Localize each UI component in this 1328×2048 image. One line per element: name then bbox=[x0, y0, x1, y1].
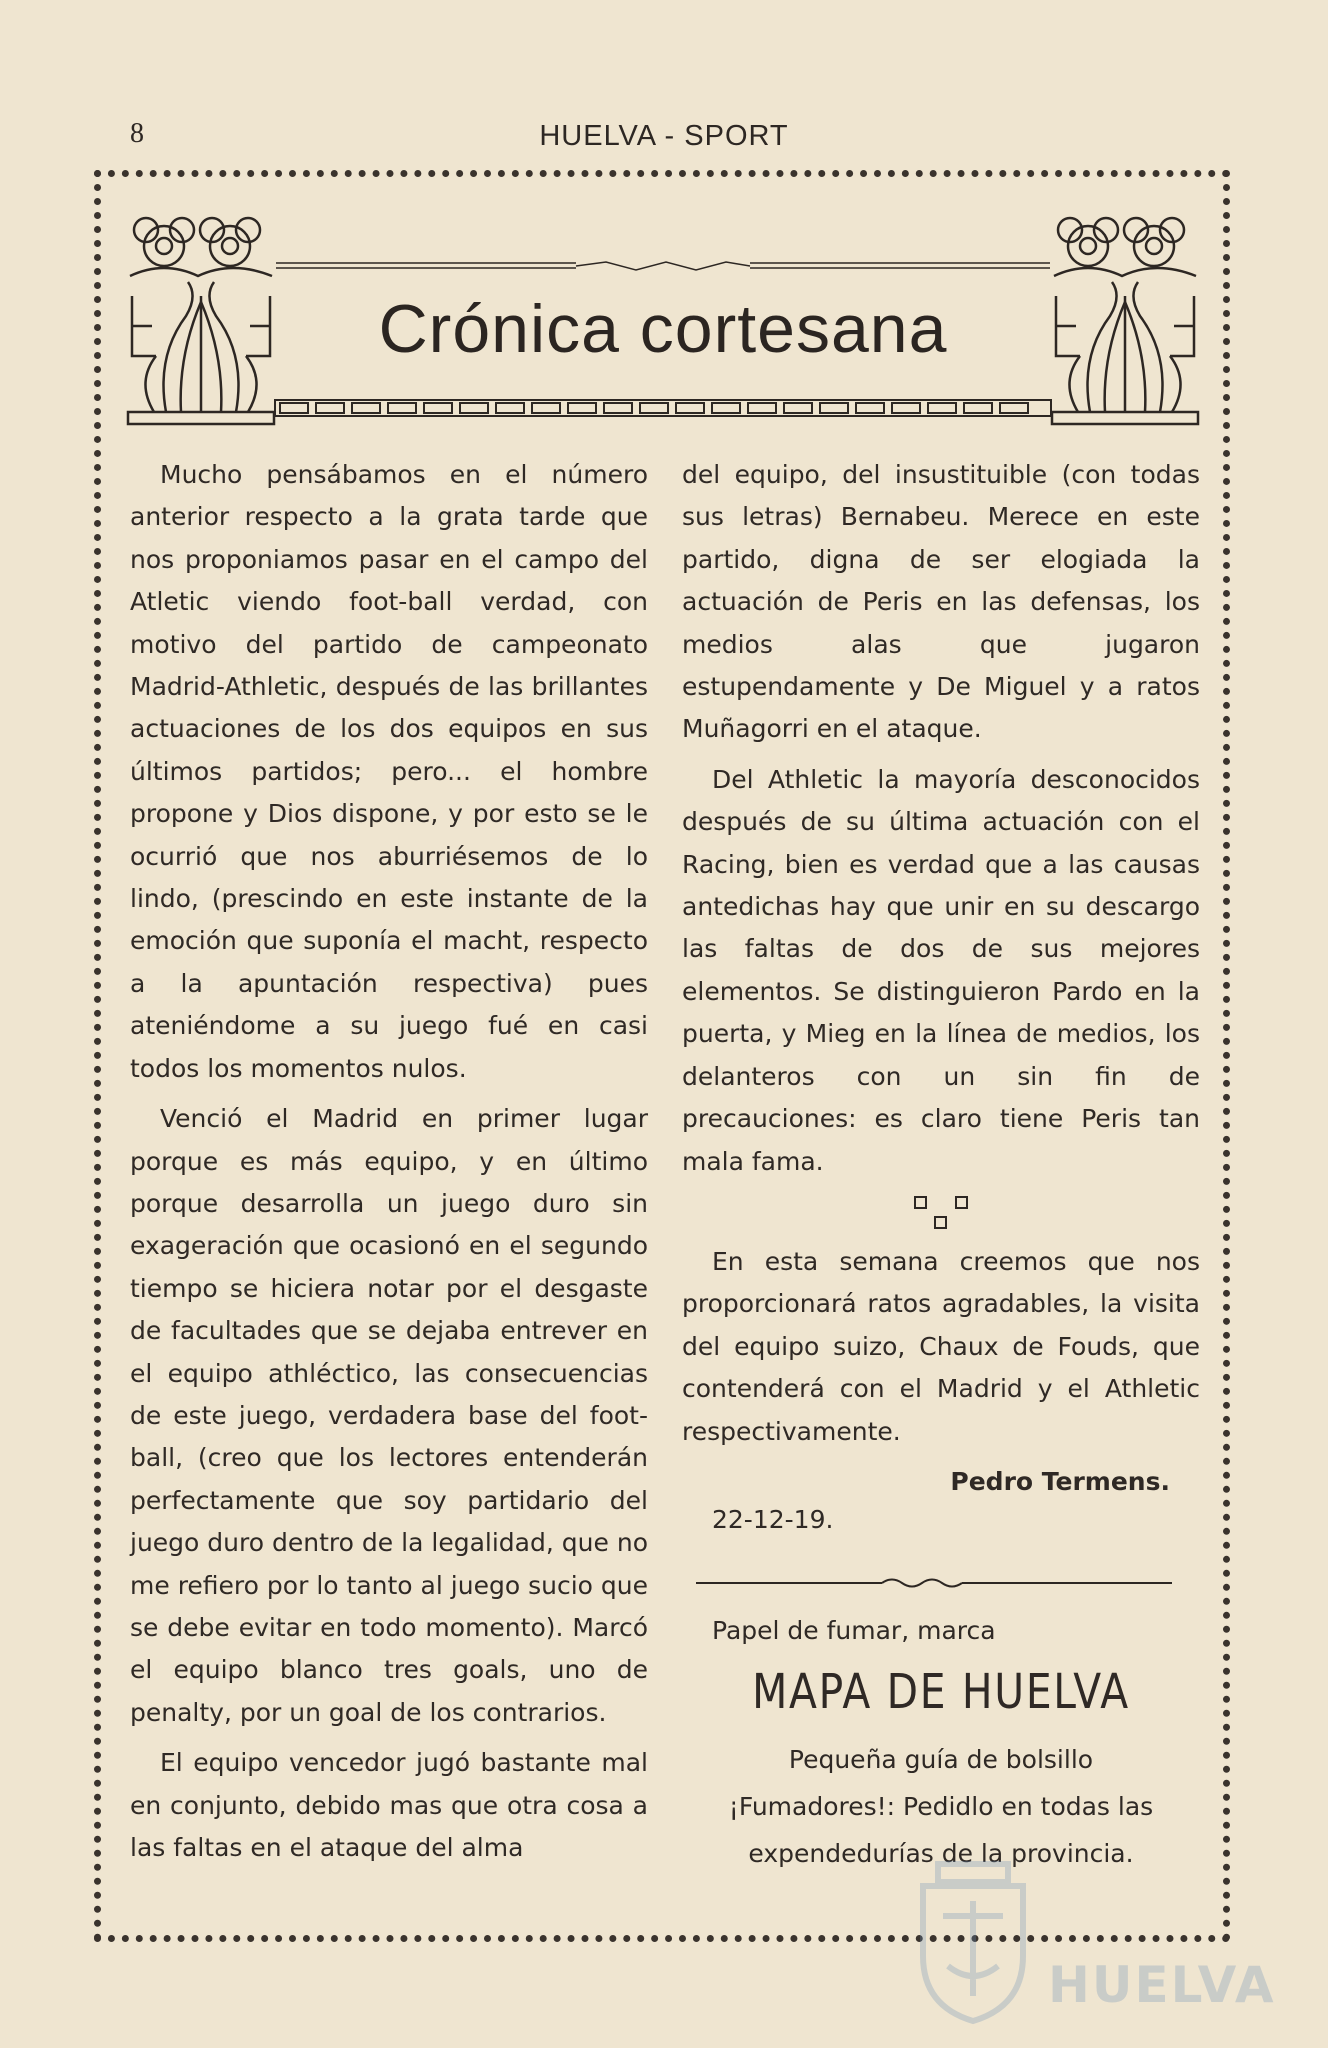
article-paragraph-4: del equipo, del insustituible (con todas sus letras) Bernabeu. Merece en este partido, digna de ser elogiada la actuación de Peris en las defensas, los medios alas que jugaron estupendamente y De Miguel y a ratos Muñagorri en el ataque. bbox=[682, 460, 1200, 744]
title-rule-bottom-icon bbox=[274, 398, 1052, 418]
page-number: 8 bbox=[130, 118, 144, 149]
square-separator-icon bbox=[682, 1191, 1200, 1235]
ad-line-2: ¡Fumadores!: Pedidlo en todas las expendedurías de la provincia. bbox=[728, 1792, 1154, 1869]
article-paragraph-2: Venció el Madrid en primer lugar porque es más equipo, y en último porque desarrolla un juego duro sin exageración que ocasionó en el segundo tiempo se hiciera notar por el desgaste de facultades que se dejaba entrever en el equipo athléctico, las consecuencias de este juego, verdadera base del foot-ball, (creo que los lectores entenderán perfectamente que soy partidario del juego duro dentro de la legalidad, que no me refiero por lo tanto al juego sucio que se debe evitar en todo momento). Marcó el equipo blanco tres goals, uno de penalty, por un goal de los contrarios. bbox=[130, 1104, 648, 1727]
article-column-left bbox=[130, 454, 648, 1877]
article-paragraph-1: Mucho pensábamos en el número anterior respecto a la grata tarde que nos proponiamos pasar en el campo del Atletic viendo foot-ball verdad, con motivo del partido de campeonato Madrid-Athletic, después de las brillantes actuaciones de los dos equipos en sus últimos partidos; pero... el hombre propone y Dios dispone, y por esto se le ocurrió que nos aburriésemos de lo lindo, (prescindo en este instante de la emoción que suponía el macht, respecto a la apuntación respectiva) pues ateniéndome a su juego fué en casi todos los momentos nulos. bbox=[130, 460, 648, 1083]
floral-ornament-right-icon bbox=[1050, 206, 1200, 428]
article-date: 22-12-19. bbox=[712, 1505, 834, 1535]
archive-watermark bbox=[908, 1856, 1276, 2036]
author-signature: Pedro Termens. bbox=[950, 1466, 1170, 1496]
page-header bbox=[0, 118, 1328, 158]
running-title: HUELVA - SPORT bbox=[539, 120, 789, 152]
closing-paragraph: En esta semana creemos que nos proporcionará ratos agradables, la visita del equipo suizo, Chaux de Fouds, que contenderá con el Madrid y el Athletic respectivamente. bbox=[682, 1246, 1200, 1446]
watermark-text: HUELVA bbox=[1048, 1956, 1276, 2014]
ad-brand: MAPA DE HUELVA bbox=[752, 1664, 1130, 1721]
floral-ornament-left-icon bbox=[126, 206, 276, 428]
ad-line-1: Pequeña guía de bolsillo bbox=[788, 1745, 1094, 1775]
article-paragraph-5: Del Athletic la mayoría desconocidos después de su última actuación con el Racing, bien es verdad que a las causas antedichas hay que unir en su descargo las faltas de dos de sus mejores elementos. Se distinguieron Pardo en la puerta, y Mieg en la línea de medios, los delanteros con un sin fin de precauciones: es claro tiene Peris tan mala fama. bbox=[682, 764, 1200, 1176]
title-rule-top bbox=[276, 260, 1050, 272]
title-ornament-block bbox=[126, 206, 1200, 434]
wavy-rule-icon bbox=[682, 1576, 1182, 1590]
article-column-right bbox=[682, 454, 1200, 1877]
article-paragraph-3: El equipo vencedor jugó bastante mal en conjunto, debido mas que otra cosa a las faltas en el ataque del alma bbox=[130, 1748, 648, 1862]
article-title: Crónica cortesana bbox=[378, 291, 948, 367]
ad-intro: Papel de fumar, marca bbox=[712, 1615, 996, 1645]
coat-of-arms-icon bbox=[908, 1856, 1038, 2026]
